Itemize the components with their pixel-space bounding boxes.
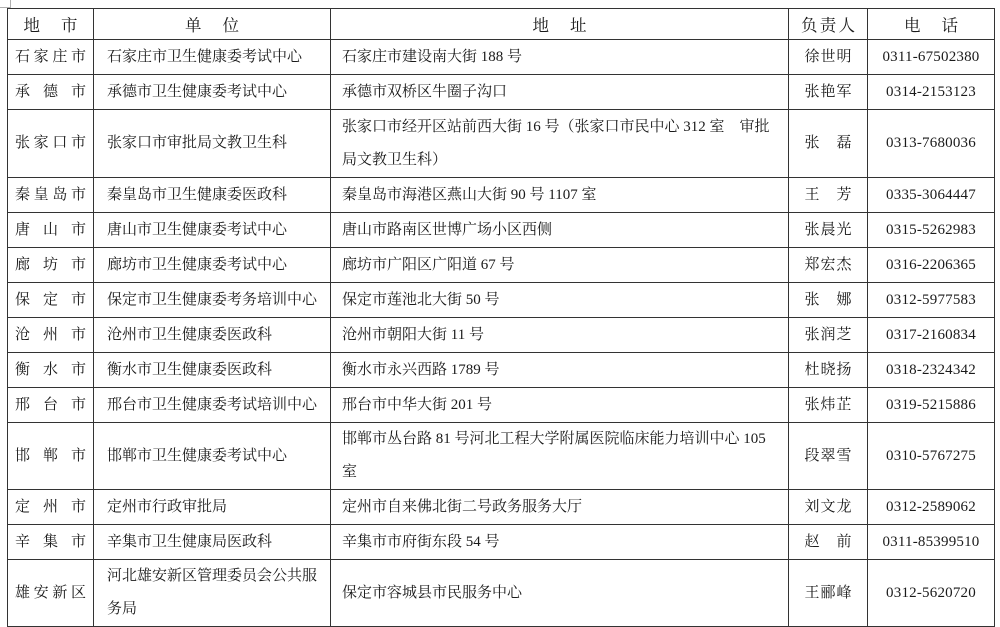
cell-address: 唐山市路南区世博广场小区西侧 [331, 213, 789, 248]
table-row [8, 248, 995, 283]
page-corner-mark [0, 0, 11, 8]
cell-contact [789, 40, 868, 75]
cell-phone: 0318-2324342 [868, 353, 995, 388]
city-text: 张家口市 [15, 135, 86, 151]
cell-unit: 石家庄市卫生健康委考试中心 [94, 40, 331, 75]
cell-address: 张家口市经开区站前西大街 16 号（张家口市民中心 312 室 审批局文教卫生科） [331, 110, 789, 178]
cell-city [8, 388, 94, 423]
cell-unit: 定州市行政审批局 [94, 490, 331, 525]
cell-unit: 保定市卫生健康委考务培训中心 [94, 283, 331, 318]
contact-text: 张润芝 [804, 326, 852, 343]
header-contact-label: 负责人 [801, 16, 855, 35]
cell-unit: 邯郸市卫生健康委考试中心 [94, 423, 331, 490]
table-row [8, 490, 995, 525]
city-text: 辛集市 [15, 533, 86, 550]
contact-text: 刘文龙 [804, 498, 852, 515]
contact-text: 张娜 [804, 291, 852, 308]
table-row [8, 40, 995, 75]
header-cell-unit [94, 9, 331, 40]
cell-city [8, 318, 94, 353]
cell-address: 保定市莲池北大街 50 号 [331, 283, 789, 318]
header-cell-address [331, 9, 789, 40]
city-text: 唐山市 [15, 221, 86, 238]
cell-city [8, 178, 94, 213]
contact-text: 杜晓扬 [804, 361, 852, 378]
header-cell-contact [789, 9, 868, 40]
city-text: 衡水市 [15, 361, 86, 378]
cell-city [8, 248, 94, 283]
cell-unit: 廊坊市卫生健康委考试中心 [94, 248, 331, 283]
cell-city [8, 110, 94, 178]
cell-address: 保定市容城县市民服务中心 [331, 560, 789, 627]
cell-address: 定州市自来佛北街二号政务服务大厅 [331, 490, 789, 525]
cell-address: 石家庄市建设南大街 188 号 [331, 40, 789, 75]
cell-city [8, 560, 94, 627]
table-row [8, 525, 995, 560]
city-text: 邢台市 [15, 396, 86, 413]
cell-city [8, 283, 94, 318]
table-row [8, 110, 995, 178]
header-phone-label: 电话 [904, 16, 958, 35]
header-unit-label: 单位 [185, 16, 239, 35]
cell-contact [789, 283, 868, 318]
cell-city [8, 213, 94, 248]
table-row [8, 560, 995, 627]
cell-city [8, 353, 94, 388]
header-address-label: 地址 [532, 16, 587, 35]
table-row [8, 178, 995, 213]
cell-contact [789, 353, 868, 388]
cell-phone: 0312-5620720 [868, 560, 995, 627]
cell-phone: 0311-67502380 [868, 40, 995, 75]
cell-city [8, 525, 94, 560]
contact-text: 张艳军 [804, 83, 852, 100]
cell-contact [789, 490, 868, 525]
contact-text: 王芳 [804, 186, 852, 203]
cell-contact [789, 75, 868, 110]
cell-unit: 辛集市卫生健康局医政科 [94, 525, 331, 560]
cell-contact [789, 178, 868, 213]
cell-address: 沧州市朝阳大街 11 号 [331, 318, 789, 353]
city-text: 邯郸市 [15, 447, 86, 464]
cell-contact [789, 423, 868, 490]
cell-address: 廊坊市广阳区广阳道 67 号 [331, 248, 789, 283]
cell-contact [789, 318, 868, 353]
cell-unit: 秦皇岛市卫生健康委医政科 [94, 178, 331, 213]
city-text: 秦皇岛市 [15, 186, 86, 203]
contact-text: 张磊 [804, 135, 852, 151]
cell-phone: 0310-5767275 [868, 423, 995, 490]
table-row [8, 423, 995, 490]
city-text: 石家庄市 [15, 48, 86, 65]
cell-unit: 衡水市卫生健康委医政科 [94, 353, 331, 388]
table-row [8, 213, 995, 248]
cell-contact [789, 213, 868, 248]
contact-text: 王郦峰 [804, 584, 852, 601]
city-text: 保定市 [15, 291, 86, 308]
city-text: 廊坊市 [15, 256, 86, 273]
table-row [8, 388, 995, 423]
cell-phone: 0319-5215886 [868, 388, 995, 423]
cell-contact [789, 525, 868, 560]
cell-phone: 0335-3064447 [868, 178, 995, 213]
cell-phone: 0312-5977583 [868, 283, 995, 318]
cell-phone: 0316-2206365 [868, 248, 995, 283]
cell-phone: 0311-85399510 [868, 525, 995, 560]
table-row [8, 353, 995, 388]
cell-unit: 张家口市审批局文教卫生科 [94, 110, 331, 178]
contact-text: 郑宏杰 [804, 256, 852, 273]
cell-phone: 0315-5262983 [868, 213, 995, 248]
cell-phone: 0312-2589062 [868, 490, 995, 525]
city-text: 定州市 [15, 498, 86, 515]
contact-text: 张晨光 [804, 221, 852, 238]
table-body [8, 40, 995, 627]
cell-address: 承德市双桥区牛圈子沟口 [331, 75, 789, 110]
city-text: 沧州市 [15, 326, 86, 343]
cell-city [8, 40, 94, 75]
table-row [8, 318, 995, 353]
cell-unit: 河北雄安新区管理委员会公共服务局 [94, 560, 331, 627]
cell-contact [789, 560, 868, 627]
contact-text: 赵前 [804, 533, 852, 550]
cell-contact [789, 388, 868, 423]
header-cell-phone [868, 9, 995, 40]
city-text: 承德市 [15, 83, 86, 100]
header-city-label: 地市 [23, 16, 78, 35]
cell-contact [789, 110, 868, 178]
cell-city [8, 423, 94, 490]
cell-address: 秦皇岛市海港区燕山大街 90 号 1107 室 [331, 178, 789, 213]
header-cell-city [8, 9, 94, 40]
cell-phone: 0317-2160834 [868, 318, 995, 353]
cell-address: 辛集市市府街东段 54 号 [331, 525, 789, 560]
cell-address: 邯郸市丛台路 81 号河北工程大学附属医院临床能力培训中心 105 室 [331, 423, 789, 490]
cell-phone: 0313-7680036 [868, 110, 995, 178]
contact-text: 徐世明 [804, 48, 852, 65]
cell-phone: 0314-2153123 [868, 75, 995, 110]
table-row [8, 283, 995, 318]
table-header-row [8, 9, 995, 40]
cell-address: 衡水市永兴西路 1789 号 [331, 353, 789, 388]
contact-text: 张炜芷 [804, 396, 852, 413]
cell-unit: 邢台市卫生健康委考试培训中心 [94, 388, 331, 423]
city-text: 雄安新区 [15, 584, 86, 601]
cell-unit: 沧州市卫生健康委医政科 [94, 318, 331, 353]
contact-table [7, 8, 995, 627]
cell-unit: 唐山市卫生健康委考试中心 [94, 213, 331, 248]
cell-contact [789, 248, 868, 283]
contact-text: 段翠雪 [804, 447, 852, 464]
cell-city [8, 490, 94, 525]
cell-unit: 承德市卫生健康委考试中心 [94, 75, 331, 110]
cell-address: 邢台市中华大街 201 号 [331, 388, 789, 423]
table-row [8, 75, 995, 110]
cell-city [8, 75, 94, 110]
